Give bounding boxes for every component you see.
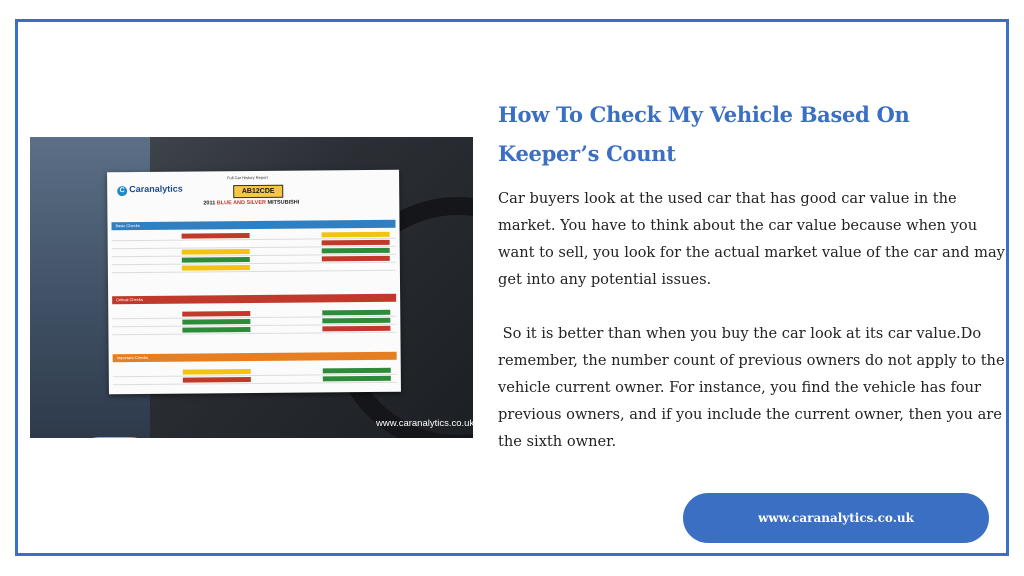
- title-line-1: How To Check My Vehicle Based On: [498, 102, 910, 127]
- article-body: [498, 185, 1010, 455]
- report-row: [113, 375, 397, 385]
- vehicle-model: 2011 BLUE AND SILVER MITSUBISHI: [203, 199, 300, 207]
- paragraph-1: Car buyers look at the used car that has good car value in the market. You have to think about the car value because when you want to sell, you look for the actual market value of the car and may get into any potential issues.: [498, 190, 1010, 288]
- title-line-2: Keeper’s Count: [498, 141, 676, 166]
- basic-checks-rows: [112, 231, 396, 273]
- registration-plate: AB12CDE: [233, 185, 283, 198]
- important-checks-rows: [113, 367, 397, 385]
- photo-watermark-url: www.caranalytics.co.uk: [376, 418, 475, 429]
- logo-c-icon: C: [117, 186, 127, 196]
- section-band-critical: Critical Checks: [112, 294, 396, 304]
- caranalytics-logo: C Caranalytics: [117, 184, 183, 197]
- section-band-important: Important Checks: [113, 352, 397, 362]
- critical-checks-rows: [112, 309, 396, 335]
- paragraph-2: So it is better than when you buy the car look at its car value.Do remember, the number count of previous owners do not apply to the vehicle current owner. For instance, you find the vehicle has four previous owners, and if you include the current owner, then you are the sixth owner.: [498, 325, 1010, 450]
- report-header: Full Car History Report: [227, 174, 268, 181]
- vehicle-report-sheet: [107, 170, 401, 395]
- section-band-basic: Basic Checks: [111, 220, 395, 230]
- report-row: [112, 325, 396, 335]
- page-title: [498, 95, 968, 173]
- website-link-button[interactable]: www.caranalytics.co.uk: [683, 493, 989, 543]
- report-row: [112, 263, 396, 273]
